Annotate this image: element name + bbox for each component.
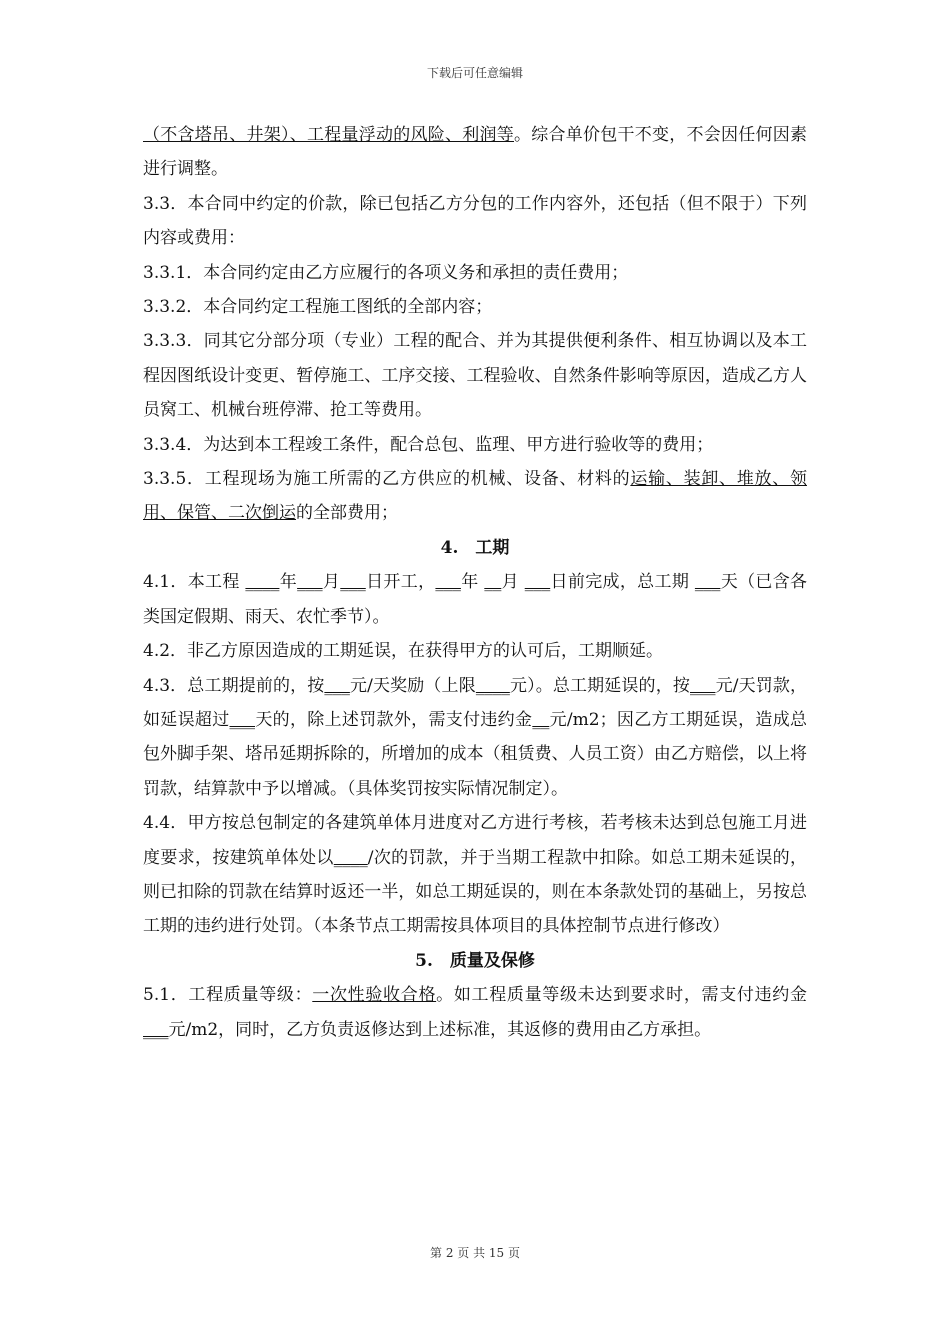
clause-3-3-1: 3.3.1．本合同约定由乙方应履行的各项义务和承担的责任费用； — [143, 262, 629, 283]
clause-3-3-4: 3.3.4．为达到本工程竣工条件，配合总包、监理、甲方进行验收等的费用； — [143, 434, 714, 455]
clause-3-3-3: 3.3.3．同其它分部分项（专业）工程的配合、并为其提供便利条件、相互协调以及本工程因图纸设计变更、暂停施工、工序交接、工程验收、自然条件影响等原因，造成乙方人员窝工、机械台班停滞、抢工等费用。 — [143, 331, 807, 421]
blank-field: __ — [484, 572, 502, 593]
blank-field: ___ — [694, 572, 721, 593]
blank-field: ___ — [324, 675, 350, 696]
blank-field: ___ — [689, 675, 716, 696]
clause-3-3: 3.3．本合同中约定的价款，除已包括乙方分包的工作内容外，还包括（但不限于）下列内容或费用： — [143, 193, 807, 249]
clause-3-3-5: 3.3.5．工程现场为施工所需的乙方供应的机械、设备、材料的运输、装卸、堆放、领用、保管、二次倒运的全部费用； — [143, 469, 807, 524]
clause-4-3: 4.3．总工期提前的，按___元/天奖励（上限____元）。总工期延误的，按___元/天罚款，如延误超过___天的，除上述罚款外，需支付违约金__元/m2；因乙方工期延误，造成总包外脚手架、塔吊延期拆除的，所增加的成本（租赁费、人员工资）由乙方赔偿，以上将罚款，结算款中予以增减。（具体奖罚按实际情况制定）。 — [143, 675, 808, 799]
blank-field: __ — [532, 709, 550, 730]
clause-5-1: 5.1．工程质量等级：一次性验收合格。如工程质量等级未达到要求时，需支付违约金___元/m2，同时，乙方负责返修达到上述标准，其返修的费用由乙方承担。 — [143, 985, 808, 1040]
blank-field: ___ — [143, 1019, 169, 1040]
clause-3-3-2: 3.3.2．本合同约定工程施工图纸的全部内容； — [143, 297, 493, 318]
clause-4-2: 4.2．非乙方原因造成的工期延误，在获得甲方的认可后，工期顺延。 — [143, 641, 664, 662]
underlined-text: （不含塔吊、井架）、工程量浮动的风险、利润等 — [143, 125, 514, 145]
blank-field: ___ — [435, 572, 461, 593]
page-header-note: 下载后可任意编辑 — [426, 66, 523, 80]
clause-4-4: 4.4．甲方按总包制定的各建筑单体月进度对乙方进行考核，若考核未达到总包施工月进度要求，按建筑单体处以____/次的罚款，并于当期工程款中扣除。如总工期未延误的，则已扣除的罚款在结算时返还一半，如总工期延误的，则在本条款处罚的基础上，另按总工期的违约进行处罚。（本条节点工期需按具体项目的具体控制节点进行修改） — [143, 813, 807, 937]
blank-field: ____ — [475, 675, 510, 696]
document-body — [143, 118, 807, 1047]
blank-field: ___ — [229, 709, 256, 730]
blank-field: ____ — [333, 847, 368, 868]
paragraph-3-2-continued: （不含塔吊、井架）、工程量浮动的风险、利润等。综合单价包干不变，不会因任何因素进行调整。 — [143, 125, 807, 180]
underlined-text: 一次性验收合格 — [312, 985, 437, 1006]
underlined-text: 运输、装卸、堆放、领用、保管、二次倒运 — [143, 469, 807, 524]
section-heading-4: 4. 工期 — [440, 537, 510, 558]
blank-field: ____ — [245, 572, 280, 593]
blank-field: ___ — [297, 572, 323, 593]
blank-field: ___ — [524, 572, 551, 593]
page-number-footer: 第 2 页 共 15 页 — [430, 1246, 520, 1260]
blank-field: ___ — [340, 572, 366, 593]
clause-4-1: 4.1．本工程 ____年___月___日开工，___年 __月 ___日前完成，总工期 ___天（已含各类国定假期、雨天、农忙季节）。 — [143, 572, 808, 627]
section-heading-5: 5. 质量及保修 — [415, 950, 535, 971]
